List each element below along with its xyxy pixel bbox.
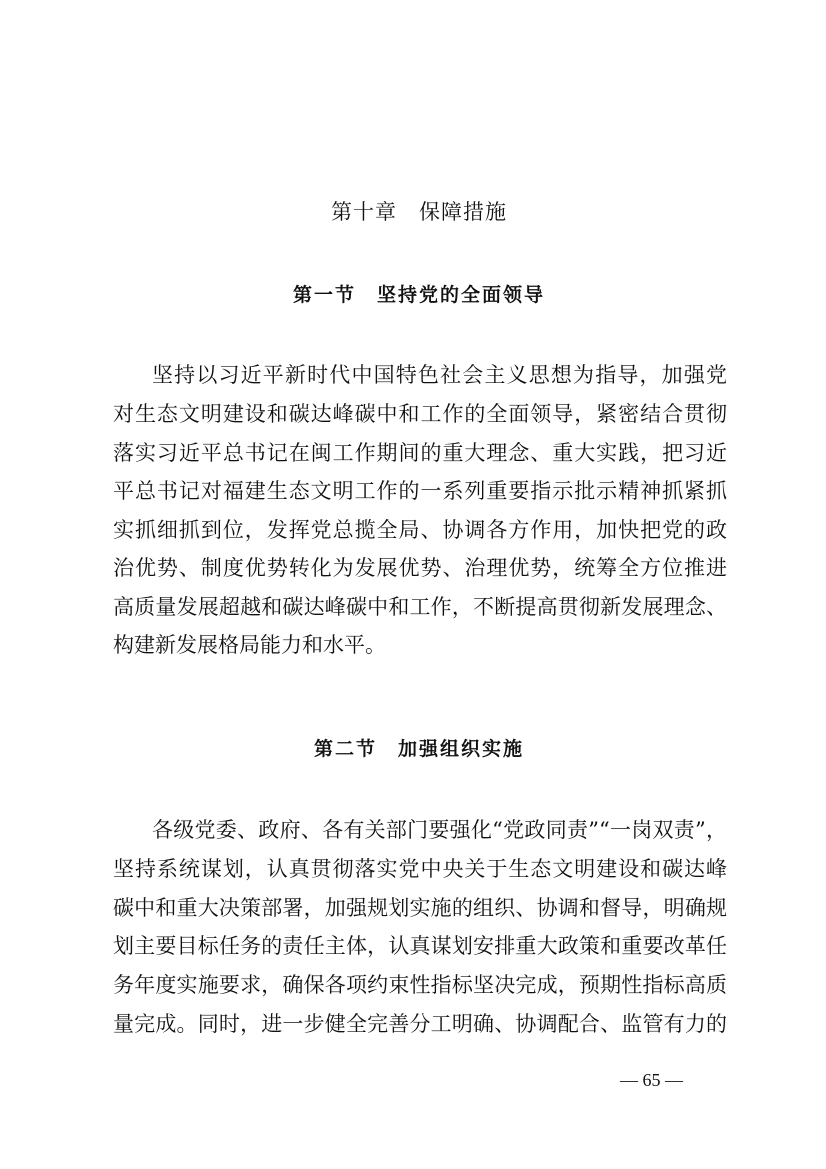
paragraph-line: 治优势、制度优势转化为发展优势、治理优势，统筹全方位推进 (113, 556, 727, 580)
paragraph-line: 碳中和重大决策部署，加强规划实施的组织、协调和督导，明确规 (113, 896, 727, 920)
paragraph-line: 各级党委、政府、各有关部门要强化“党政同责”“一岗双责”， (152, 818, 727, 842)
paragraph-line: 构建新发展格局能力和水平。 (113, 633, 386, 657)
paragraph-line: 高质量发展超越和碳达峰碳中和工作，不断提高贯彻新发展理念、 (113, 595, 727, 619)
paragraph-line: 实抓细抓到位，发挥党总揽全局、协调各方作用，加快把党的政 (113, 518, 727, 542)
paragraph-line: 坚持系统谋划，认真贯彻落实党中央关于生态文明建设和碳达峰 (113, 857, 727, 881)
chapter-title: 第十章 保障措施 (331, 200, 507, 224)
page-number: — 65 — (620, 1070, 683, 1090)
paragraph-line: 务年度实施要求，确保各项约束性指标坚决完成，预期性指标高质 (113, 973, 727, 997)
paragraph-line: 平总书记对福建生态文明工作的一系列重要指示批示精神抓紧抓 (113, 479, 727, 503)
paragraph-line: 对生态文明建设和碳达峰碳中和工作的全面领导，紧密结合贯彻 (113, 402, 727, 426)
paragraph-line: 坚持以习近平新时代中国特色社会主义思想为指导，加强党 (152, 363, 727, 387)
section-2-title: 第二节 加强组织实施 (313, 738, 524, 760)
paragraph-line: 划主要目标任务的责任主体，认真谋划安排重大政策和重要改革任 (113, 934, 727, 958)
paragraph-line: 落实习近平总书记在闽工作期间的重大理念、重大实践，把习近 (113, 441, 727, 465)
paragraph-line: 量完成。同时，进一步健全完善分工明确、协调配合、监管有力的 (113, 1012, 727, 1036)
section-1-title: 第一节 坚持党的全面领导 (292, 284, 545, 306)
